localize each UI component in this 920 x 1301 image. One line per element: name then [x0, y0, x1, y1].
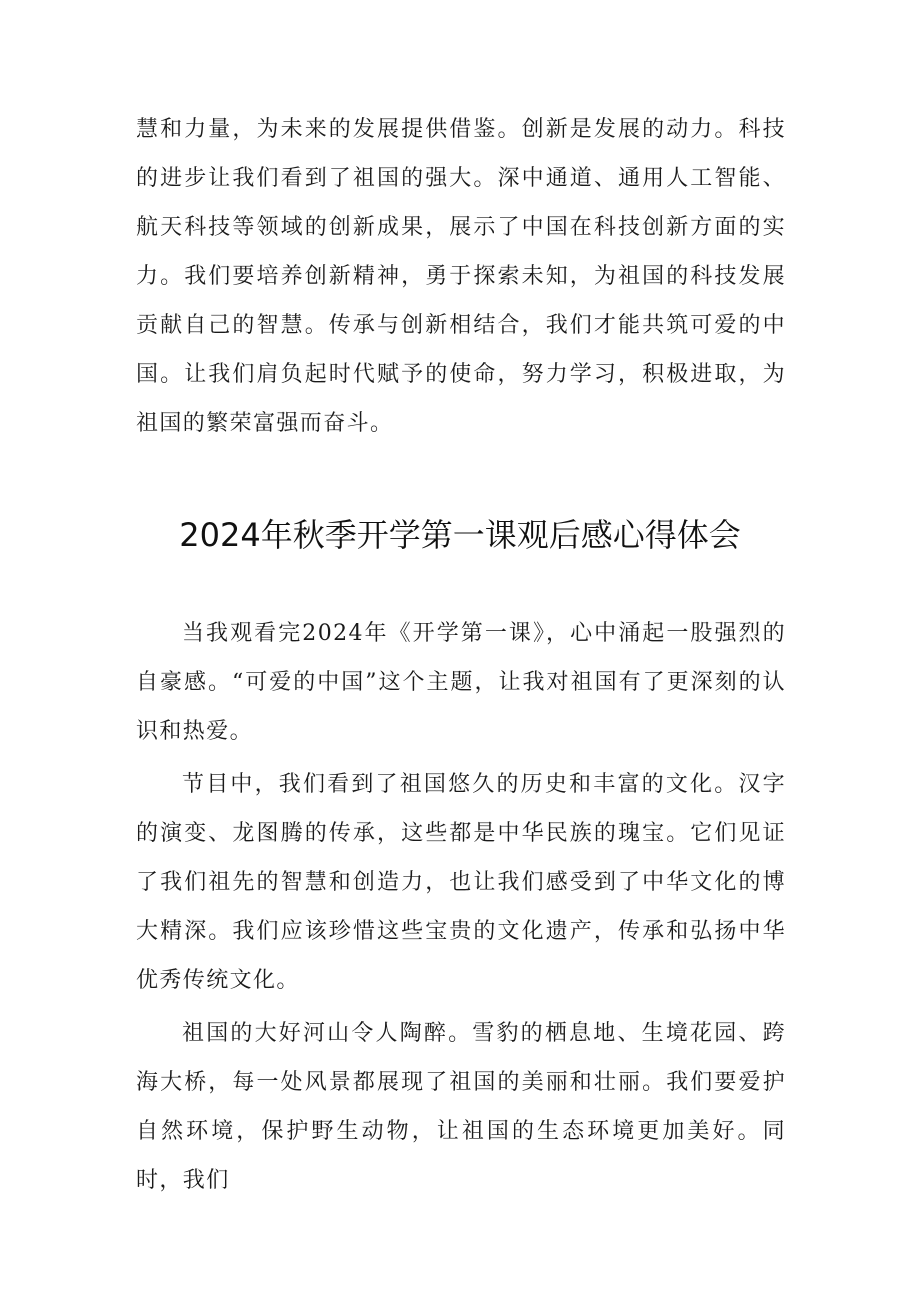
continued-paragraph: 慧和力量，为未来的发展提供借鉴。创新是发展的动力。科技的进步让我们看到了祖国的强大。深中通道、通用人工智能、航天科技等领域的创新成果，展示了中国在科技创新方面的实力。我们要培养创新精神，勇于探索未知，为祖国的科技发展贡献自己的智慧。传承与创新相结合，我们才能共筑可爱的中国。让我们肩负起时代赋予的使命，努力学习，积极进取，为祖国的繁荣富强而奋斗。: [136, 117, 786, 436]
paragraph-2: 节目中，我们看到了祖国悠久的历史和丰富的文化。汉字的演变、龙图腾的传承，这些都是中华民族的瑰宝。它们见证了我们祖先的智慧和创造力，也让我们感受到了中华文化的博大精深。我们应该珍惜这些宝贵的文化遗产，传承和弘扬中华优秀传统文化。: [136, 772, 786, 993]
paragraph-3: 祖国的大好河山令人陶醉。雪豹的栖息地、生境花园、跨海大桥，每一处风景都展现了祖国的美丽和壮丽。我们要爱护自然环境，保护野生动物，让祖国的生态环境更加美好。同时，我们: [136, 1021, 786, 1193]
paragraph-1: 当我观看完2024年《开学第一课》，心中涌起一股强烈的自豪感。“可爱的中国”这个主题，让我对祖国有了更深刻的认识和热爱。: [136, 621, 786, 744]
continued-paragraph-block: [136, 105, 786, 448]
page-title: 2024年秋季开学第一课观后感心得体会: [179, 516, 741, 554]
body-text-block: [136, 609, 786, 1205]
